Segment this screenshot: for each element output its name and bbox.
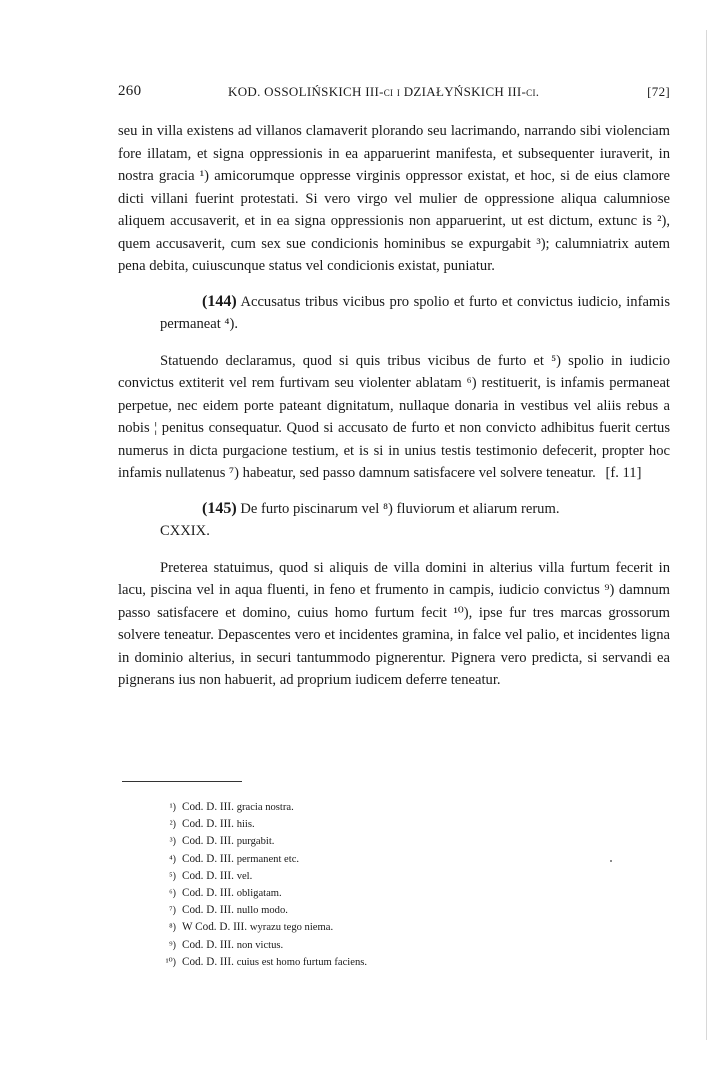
footnote-mark: ⁸)	[169, 922, 176, 934]
footnote-mark: ⁷)	[169, 905, 176, 917]
running-title: KOD. OSSOLIŃSKICH III-ci i DZIAŁYŃSKICH III-ci.	[228, 84, 540, 99]
folio-reference: [72]	[647, 84, 670, 99]
running-header	[118, 83, 670, 105]
footnote-text: gracia nostra.	[236, 802, 294, 813]
paragraph-text: Statuendo declaramus, quod si quis tribus vicibus de furto et ⁵) spolio in iudicio convictus extiterit vel rem furtivam seu violenter ablatam ⁶) restituerit, is infamis permaneat perpetue, nec eidem porte pateant dignitatum, nullaque donaria in vestibus vel aliis rebus a nobis ¦ penitus consequatur. Quod si accusato de furto et non convicto adhibitus fuerit certus numerus in dicta purgacione testium, et is si in unius testis testimonio defecerit, propter hoc infamis nullatenus ⁷) habeatur, sed passo damnum satisfacere vel solvere teneatur.	[118, 352, 670, 481]
footnote-mark: ¹)	[169, 802, 176, 813]
footnote-mark: ²)	[169, 819, 176, 831]
footnote-mark: ³)	[169, 836, 176, 848]
paragraph-article-145: Preterea statuimus, quod si aliquis de villa domini in alterius villa furtum fecerit in lacu, piscina vel in aqua fluenti, in feno et frumento in campis, iudicio convictus ⁹) damnum passo satisfacere et domino, cuius homo furtum fecit ¹⁰), ipse fur tres marcas grossorum solvere teneatur. Depascentes vero et incidentes gramina, in falce vel palio, et incidentes ligna in dominio alterius, in securi tantummodo pignerentur. Pignera vero predicta, si servandi ea pignerans ius non habuerit, ad proprium iudicem deferre teneatur.	[118, 559, 670, 688]
footnote-source: Cod. D. III.	[182, 869, 237, 882]
footnote-text: vel.	[236, 870, 253, 882]
footnote-3	[164, 833, 564, 850]
footnote-source: Cod. D. III.	[182, 904, 237, 917]
footnote-mark: ¹⁰)	[165, 956, 176, 968]
footnote-4	[164, 851, 564, 868]
specks	[610, 860, 612, 862]
footnote-source: Cod. D. III.	[182, 835, 237, 848]
footnote-source: Cod. D. III.	[182, 852, 237, 865]
footnote-text: cuius est homo furtum faciens.	[236, 956, 368, 968]
article-title: Accusatus tribus vicibus pro spolio et furto et convictus iudicio, infamis permaneat ⁴).	[160, 293, 671, 332]
footnote-mark: ⁴)	[169, 853, 176, 865]
footnote-5	[164, 868, 564, 885]
footnote-8	[164, 919, 564, 936]
footnote-text: purgabit.	[236, 836, 275, 848]
page-edge-shadow	[706, 30, 707, 1040]
footnote-text: permanent etc.	[236, 853, 300, 865]
footnote-text: obligatam.	[236, 888, 282, 900]
page-number: 260	[118, 83, 142, 99]
footnote-separator	[122, 781, 242, 782]
article-number: (144)	[202, 292, 237, 310]
footnote-text: nullo modo.	[236, 905, 288, 917]
article-chapter-number: CXXIX.	[160, 523, 210, 539]
main-text	[118, 120, 670, 692]
paragraph-continuation: seu in villa existens ad villanos clamaverit plorando seu lacrimando, narrando sibi violenciam fore illatam, et signa oppressionis in ea apparuerint manifesta, et subsequenter iuraverit, in nostra gracia ¹) amicorumque oppresse virginis oppressor existat, et hoc, si de eius clamore dicti villani fuerint protestati. Si vero virgo vel mulier de oppressione aliqua calumniose aliquem accusaverit, et in ea signa oppressionis non apparuerint, ut est dictum, extunc is ²), quem accusaverit, cum sex sue condicionis hominibus se expurgabit ³); calumniatrix autem pena debita, cuiuscunque status vel condicionis existat, puniatur.	[118, 123, 670, 274]
margin-folio-note: [f. 11]	[605, 465, 642, 481]
footnote-mark: ⁵)	[169, 870, 176, 882]
footnote-text: non victus.	[236, 939, 284, 951]
footnote-source: Cod. D. III.	[182, 938, 237, 951]
footnote-2	[164, 816, 564, 833]
footnote-1	[164, 799, 564, 816]
article-title: De furto piscinarum vel ⁸) fluviorum et aliarum rerum.	[240, 500, 560, 517]
footnote-source: Cod. D. III.	[182, 801, 237, 813]
footnote-text: wyrazu tego niema.	[249, 922, 334, 934]
footnote-mark: ⁶)	[169, 888, 176, 900]
footnote-source: W Cod. D. III.	[182, 921, 250, 934]
footnote-7	[164, 902, 564, 919]
footnotes	[164, 799, 564, 971]
article-heading-145	[118, 498, 670, 543]
footnote-9	[164, 937, 564, 954]
article-number: (145)	[202, 499, 237, 517]
footnote-source: Cod. D. III.	[182, 887, 237, 900]
footnote-6	[164, 885, 564, 902]
footnote-text: hiis.	[236, 819, 255, 831]
footnote-source: Cod. D. III.	[182, 818, 237, 831]
footnote-mark: ⁹)	[169, 939, 176, 951]
footnote-source: Cod. D. III.	[182, 955, 237, 968]
paragraph-article-144	[118, 350, 670, 485]
article-heading-144	[118, 291, 670, 336]
footnote-10	[164, 954, 564, 971]
